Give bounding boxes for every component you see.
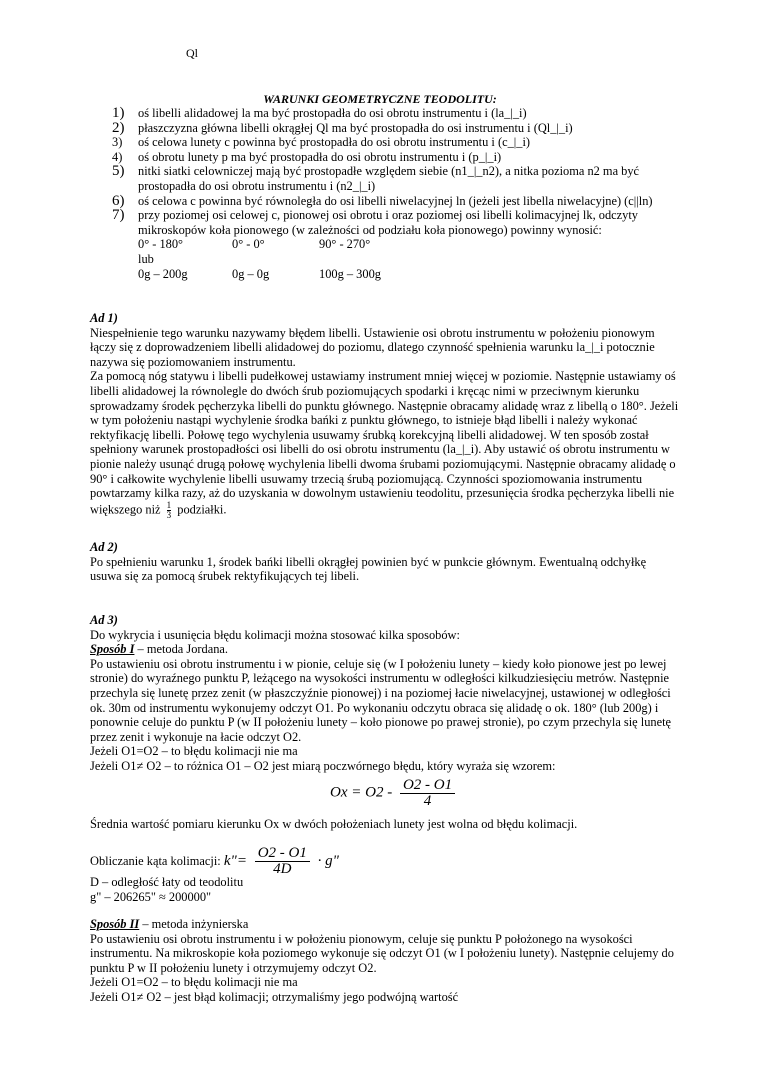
angle-row-or: [138, 252, 672, 267]
formula-denominator: 4: [423, 792, 432, 809]
method-label: Sposób II: [90, 917, 140, 931]
fraction-numerator: 1: [166, 499, 172, 510]
angle-cell: 0° - 180°: [138, 237, 184, 252]
method-label: Sposób I: [90, 642, 135, 657]
formula-rhs: · g": [317, 852, 339, 869]
formula-fraction: [400, 778, 455, 808]
angle-row-degrees: [138, 237, 672, 252]
condition-number: 4): [112, 149, 123, 164]
conditions-list: [112, 106, 672, 281]
section-heading: Ad 3): [90, 613, 118, 627]
method-title: [90, 917, 680, 932]
condition-number: 3): [112, 135, 123, 150]
angle-row-grads: [138, 267, 672, 282]
condition-item: [112, 164, 672, 193]
paragraph: Do wykrycia i usunięcia błędu kolimacji można stosować kilka sposobów:: [90, 627, 460, 642]
method-name: – metoda inżynierska: [139, 917, 249, 931]
condition-text: płaszczyzna główna libelli okrągłej Ql ma być prostopadła do osi instrumentu i (Ql_|_i): [138, 120, 573, 135]
paragraph-text: Za pomocą nóg statywu i libelli pudełkowej ustawiamy instrument mniej więcej w poziomie. Następnie ustawiamy oś libelli alidadowej la równolegle do dwóch śrub poziomujących spodarki i kręcąc nimi w przeciwnym kierunku sprowadzamy środek pęcherzyka libelli do punktu głównego. Następnie obracamy alidadę wraz z libellą o 180°. Jeżeli w tym położeniu nastąpi wychylenie środka bańki z punktu głównego, to istnieje błąd libelli i należy wykonać rektyfikację libelli. Połowę tego wychylenia usuwamy śrubką korekcyjną libelli alidadowej. W ten sposób został spełniony warunek prostopadłości osi libelli do osi obrotu instrumentu (la_|_i). Aby ustawić oś obrotu instrumentu w pionie należy usunąć drugą połowę wychylenia libelli dwoma śrubami poziomującymi. Następnie obracamy alidadę o 90° i całkowite wychylenie libelli usuwamy trzecią śrubą poziomującą. Czynności spoziomowania instrumentu powtarzamy kilka razy, aż do uzyskania w dowolnym ustawieniu teodolitu, przesunięcia środka pęcherzyka libelli nie większego niż: [90, 369, 679, 517]
section-ad3: [90, 613, 680, 774]
condition-item: [112, 208, 672, 237]
angle-cell: 0° - 0°: [232, 237, 265, 252]
condition-equal: Jeżeli O1=O2 – to błędu kolimacji nie ma: [90, 744, 298, 759]
paragraph: Niespełnienie tego warunku nazywamy błędem libelli. Ustawienie osi obrotu instrumentu w położeniu pionowym łączy się z doprowadzeniem libelli alidadowej do poziomu, dlatego czynność spełnienia warunku la_|_i potocznie nazywa się poziomowaniem instrumentu.: [90, 325, 655, 369]
section-heading: Ad 1): [90, 311, 118, 325]
condition-item: [112, 194, 672, 209]
definition-g: g" – 206265" ≈ 200000": [90, 889, 212, 904]
method-title: [90, 642, 680, 657]
fraction-denominator: 3: [166, 509, 172, 520]
angle-cell: 0g – 200g: [138, 266, 188, 281]
condition-text: oś celowa c powinna być równoległa do osi libelli niwelacyjnej ln (jeżeli jest libella niwelacyjne) (c||ln): [138, 193, 653, 208]
section-ad1: [90, 311, 680, 520]
formula-lhs: Ox = O2 -: [330, 784, 393, 801]
condition-item: [112, 106, 672, 121]
definition-d: D – odległość łaty od teodolitu: [90, 875, 244, 889]
paragraph: Po ustawieniu osi obrotu instrumentu i w pionie, celuje się (w I położeniu lunety – kiedy koło pionowe jest po lewej stronie) do wyraźnego punktu P, leżącego na wysokości instrumentu w odległości kilkudziesięciu metrów. Następnie przechyla się lunetę przez zenit (w płaszczyźnie pionowej) i na poziomej łacie niwelacyjnej, ustawionej w odległości ok. 30m od instrumentu wykonujemy odczyt O1. Po wykonaniu odczytu obraca się alidadę o ok. 180° (lub 200g) i ponownie celuje do punktu P (w II położeniu lunety – koło pionowe po prawej stronie), po czym przechyla się lunetę przez zenit i wykonuje na łacie odczyt O2.: [90, 656, 672, 744]
condition-text: oś celowa lunety c powinna być prostopadła do osi obrotu instrumentu i (c_|_i): [138, 135, 531, 150]
formula-ox: [330, 778, 459, 808]
condition-item: [112, 121, 672, 136]
condition-number: 2): [112, 119, 125, 136]
paragraph-end: podziałki.: [177, 502, 227, 517]
condition-number: 1): [112, 105, 125, 121]
condition-text: oś libelli alidadowej la ma być prostopadła do osi obrotu instrumentu i (la_|_i): [138, 106, 527, 120]
mean-note: [90, 817, 680, 832]
condition-not-equal: Jeżeli O1≠ O2 – jest błąd kolimacji; otrzymaliśmy jego podwójną wartość: [90, 989, 459, 1004]
angle-or-label: lub: [138, 251, 154, 266]
angle-cell: 90° - 270°: [319, 237, 371, 252]
header-ql: Ql: [186, 46, 198, 60]
document-title: WARUNKI GEOMETRYCZNE TEODOLITU:: [263, 92, 497, 106]
method-name: – metoda Jordana.: [134, 642, 229, 657]
section-ad2: [90, 540, 680, 584]
condition-item: [112, 150, 672, 165]
formula-lhs: k"=: [223, 852, 247, 869]
fraction-one-third: [167, 501, 172, 520]
angle-cell: 100g – 300g: [319, 266, 381, 281]
section-heading: Ad 2): [90, 540, 118, 554]
formula-denominator: 4D: [273, 860, 292, 877]
formula-numerator: O2 - O1: [400, 778, 455, 794]
angle-cell: 0g – 0g: [232, 266, 270, 281]
angle-readings-table: [138, 237, 672, 281]
condition-number: 6): [112, 192, 125, 209]
definitions: [90, 875, 680, 904]
formula-fraction: [255, 846, 310, 876]
condition-text: oś obrotu lunety p ma być prostopadła do osi obrotu instrumentu i (p_|_i): [138, 149, 502, 164]
kolimacja-row: [90, 846, 680, 876]
formula-k: [223, 845, 339, 877]
formula-numerator: O2 - O1: [255, 846, 310, 862]
section-method2: [90, 917, 680, 1005]
condition-equal: Jeżeli O1=O2 – to błędu kolimacji nie ma: [90, 975, 298, 990]
paragraph: Po spełnieniu warunku 1, środek bańki libelli okrągłej powinien być w punkcie głównym. Ewentualną odchyłkę usuwa się za pomocą śrubek rektyfikujących tej libeli.: [90, 554, 647, 584]
paragraph: Po ustawieniu osi obrotu instrumentu i w położeniu pionowym, celuje się punktu P położonego na wysokości instrumentu. Na mikroskopie koła poziomego wykonuje się odczyt O1 (w I położeniu lunety). Następnie celujemy do punktu P w II położeniu lunety i otrzymujemy odczyt O2.: [90, 931, 674, 975]
paragraph: Średnia wartość pomiaru kierunku Ox w dwóch położeniach lunety jest wolna od błędu kolimacji.: [90, 817, 578, 831]
condition-item: [112, 135, 672, 150]
condition-number: 5): [112, 163, 125, 180]
condition-text: nitki siatki celowniczej mają być prostopadłe względem siebie (n1_|_n2), a nitka pozioma n2 ma być prostopadła do osi obrotu instrumentu i (n2_|_i): [138, 164, 640, 193]
condition-number: 7): [112, 207, 125, 224]
kolimacja-label: Obliczanie kąta kolimacji:: [90, 853, 221, 868]
paragraph: [90, 369, 680, 519]
condition-not-equal: Jeżeli O1≠ O2 – to różnica O1 – O2 jest miarą poczwórnego błędu, który wyraża się wzorem:: [90, 758, 556, 773]
condition-text: przy poziomej osi celowej c, pionowej osi obrotu i oraz poziomej osi libelli kolimacyjnej lk, odczyty mikroskopów koła pionowego (w zależności od podziału koła pionowego) powinny wynosić:: [138, 208, 638, 237]
